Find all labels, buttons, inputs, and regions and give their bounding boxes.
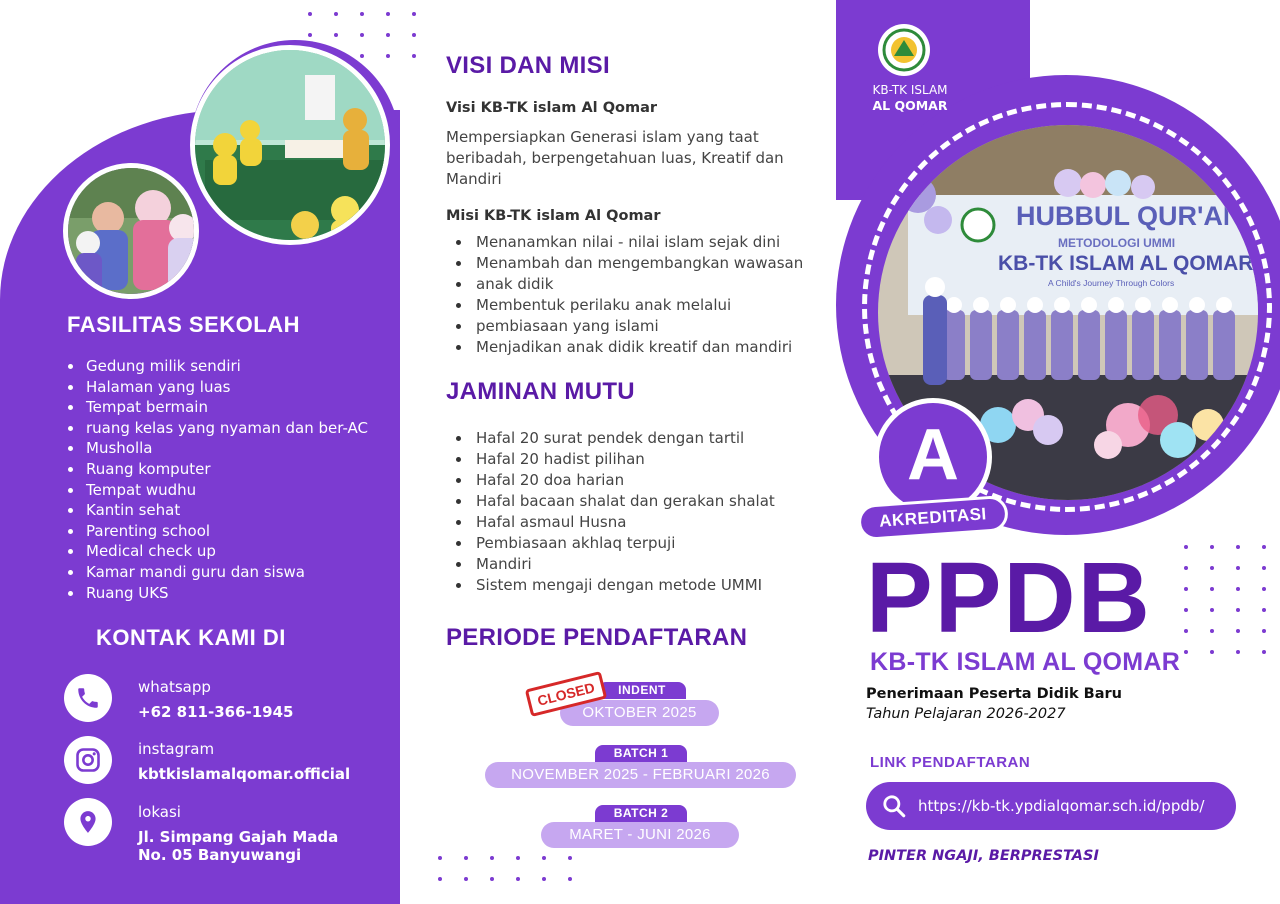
batch2-period: MARET - JUNI 2026 [541, 822, 739, 848]
logo-text-line1: KB-TK ISLAM [872, 83, 948, 97]
list-item: Ruang UKS [66, 583, 368, 604]
list-item-continuation: pembiasaan yang islami [454, 316, 803, 337]
periode-title: PERIODE PENDAFTARAN [446, 624, 748, 651]
list-item: Menambah dan mengembangkan wawasan [454, 253, 803, 274]
accreditation-ribbon: AKREDITASI [857, 495, 1009, 541]
misi-list [454, 232, 803, 358]
school-name: KB-TK ISLAM AL QOMAR [870, 648, 1181, 676]
registration-url[interactable]: https://kb-tk.ypdialqomar.sch.id/ppdb/ [918, 797, 1205, 815]
list-item: Ruang komputer [66, 459, 368, 480]
visi-title: Visi KB-TK islam Al Qomar [446, 100, 658, 116]
list-item-continuation: anak didik [454, 274, 803, 295]
banner-line4: A Child's Journey Through Colors [1048, 278, 1175, 288]
indent-tag: INDENT [598, 682, 686, 699]
instagram-handle[interactable]: kbtkislamalqomar.official [138, 765, 351, 783]
list-item: Hafal 20 hadist pilihan [454, 449, 775, 470]
link-title: LINK PENDAFTARAN [870, 754, 1031, 771]
banner-line1: HUBBUL QUR'AN [1016, 201, 1243, 231]
list-item: Tempat wudhu [66, 480, 368, 501]
address-line2: No. 05 Banyuwangi [138, 846, 302, 864]
tagline: Penerimaan Peserta Didik Baru [866, 686, 1122, 702]
list-item: Medical check up [66, 541, 368, 562]
list-item: ruang kelas yang nyaman dan ber-AC [66, 418, 368, 439]
list-item: Hafal asmaul Husna [454, 512, 775, 533]
location-pin-icon[interactable] [64, 798, 112, 846]
list-item: Hafal 20 surat pendek dengan tartil [454, 428, 775, 449]
list-item: Pembiasaan akhlaq terpuji [454, 533, 775, 554]
list-item: Kantin sehat [66, 500, 368, 521]
list-item: Kamar mandi guru dan siswa [66, 562, 368, 583]
address-line1: Jl. Simpang Gajah Mada [138, 828, 339, 846]
list-item: Mandiri [454, 554, 775, 575]
list-item: Halaman yang luas [66, 377, 368, 398]
list-item: Sistem mengaji dengan metode UMMI [454, 575, 775, 596]
banner-line3: KB-TK ISLAM AL QOMAR [998, 252, 1254, 275]
academic-year: Tahun Pelajaran 2026-2027 [866, 706, 1066, 722]
list-item: Parenting school [66, 521, 368, 542]
decorative-dots [438, 856, 572, 881]
classroom-photo [190, 45, 390, 245]
batch1-tag: BATCH 1 [595, 745, 687, 762]
misi-title: Misi KB-TK islam Al Qomar [446, 208, 661, 224]
ppdb-title: PPDB [866, 542, 1152, 654]
closed-stamp: CLOSED [525, 671, 607, 717]
jaminan-title: JAMINAN MUTU [446, 378, 635, 405]
children-photo [63, 163, 199, 299]
registration-link-bar[interactable] [866, 782, 1236, 830]
school-logo [878, 24, 930, 76]
list-item: Membentuk perilaku anak melalui [454, 295, 803, 316]
decorative-dots [1184, 545, 1266, 654]
facilities-list [66, 356, 368, 603]
search-icon [880, 792, 908, 820]
contact-title: KONTAK KAMI DI [96, 625, 286, 650]
instagram-icon[interactable] [64, 736, 112, 784]
batch1-period: NOVEMBER 2025 - FEBRUARI 2026 [485, 762, 796, 788]
logo-text-line2: AL QOMAR [872, 98, 948, 113]
list-item: Menjadikan anak didik kreatif dan mandiri [454, 337, 803, 358]
list-item: Gedung milik sendiri [66, 356, 368, 377]
visi-misi-title: VISI DAN MISI [446, 52, 610, 79]
list-item: Hafal 20 doa harian [454, 470, 775, 491]
list-item: Menanamkan nilai - nilai islam sejak dini [454, 232, 803, 253]
location-label: lokasi [138, 803, 181, 821]
whatsapp-label: whatsapp [138, 678, 211, 696]
instagram-label: instagram [138, 740, 215, 758]
facilities-title: FASILITAS SEKOLAH [67, 312, 300, 337]
whatsapp-number[interactable]: +62 811-366-1945 [138, 703, 294, 721]
list-item: Hafal bacaan shalat dan gerakan shalat [454, 491, 775, 512]
motto: PINTER NGAJI, BERPRESTASI [868, 848, 1099, 864]
jaminan-list [454, 428, 775, 596]
list-item: Musholla [66, 438, 368, 459]
accreditation-badge-letter: A [874, 398, 992, 516]
visi-text: Mempersiapkan Generasi islam yang taat beribadah, berpengetahuan luas, Kreatif dan Mandiri [446, 128, 784, 188]
batch2-tag: BATCH 2 [595, 805, 687, 822]
list-item: Tempat bermain [66, 397, 368, 418]
banner-line2: METODOLOGI UMMI [1058, 236, 1176, 250]
phone-icon[interactable] [64, 674, 112, 722]
indent-period: OKTOBER 2025 [560, 700, 719, 726]
